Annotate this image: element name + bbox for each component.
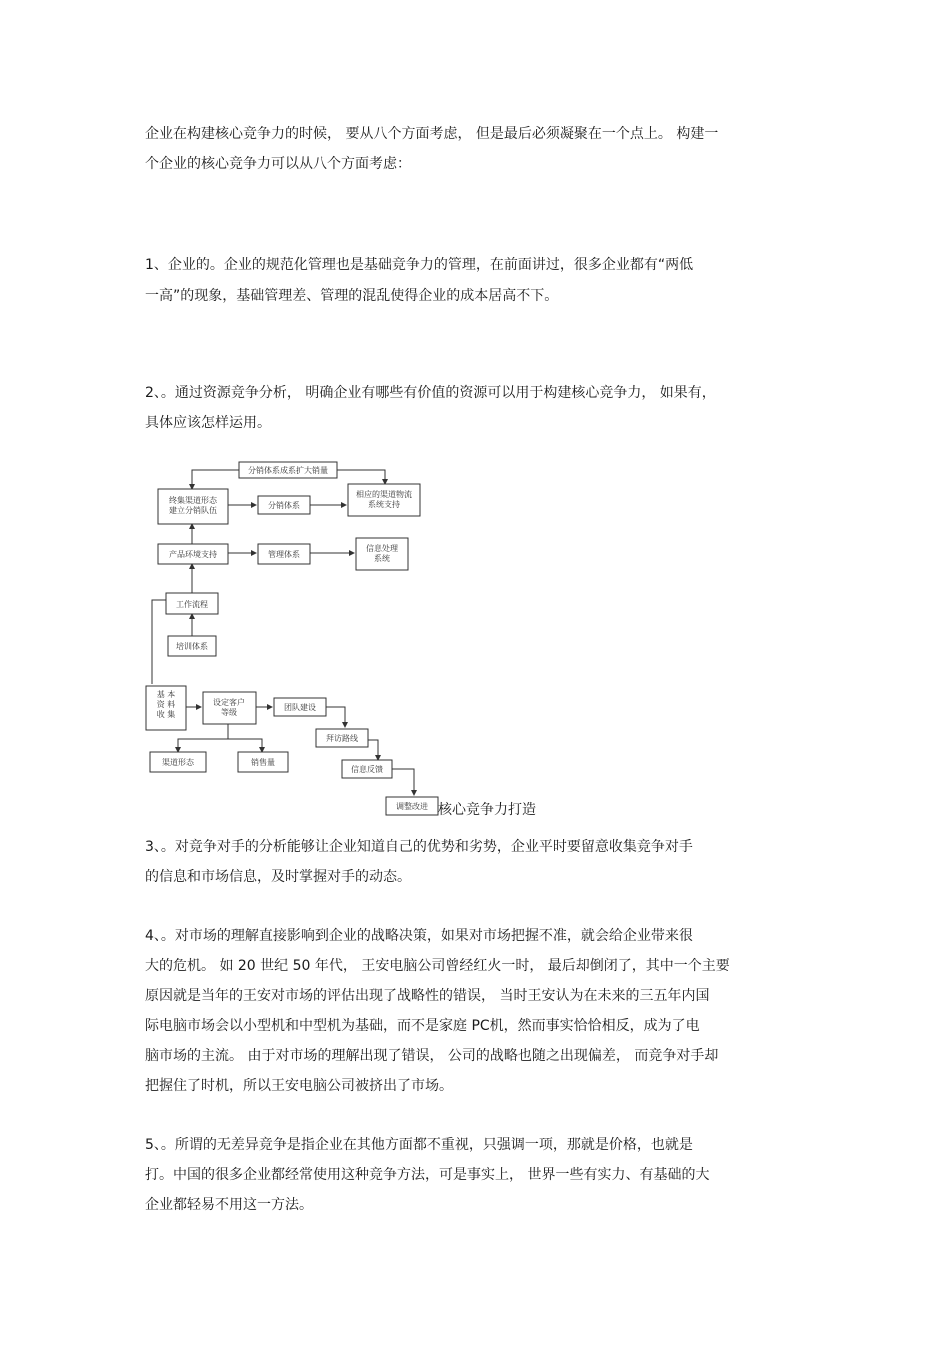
section-5-line-1: 5、。所谓的无差异竞争是指企业在其他方面都不重视，只强调一项，那就是价格，也就是	[145, 1137, 693, 1153]
connector-visit-info	[368, 740, 378, 760]
label-line: 系统支持	[368, 500, 400, 509]
section-4-line-3: 原因就是当年的王安对市场的评估出现了战略性的错误， 当时王安认为在未来的三五年内国	[145, 988, 710, 1004]
section-2-line-2: 具体应该怎样运用。	[145, 415, 271, 431]
section-4-line-1: 4、。对市场的理解直接影响到企业的战略决策，如果对市场把握不准，就会给企业带来很	[145, 928, 693, 944]
connector-top-right	[337, 470, 385, 484]
label-line: 设定客户	[213, 698, 245, 707]
section-5-line-3: 企业都轻易不用这一方法。	[145, 1197, 313, 1213]
section-4-line-4: 际电脑市场会以小型机和中型机为基础，而不是家庭 PC机，然而事实恰恰相反，成为了电	[145, 1018, 700, 1034]
label-train: 培训体系	[176, 642, 208, 651]
label-line: 相应的渠道物流	[356, 490, 412, 499]
diagram-caption: 核心竞争力打造	[438, 802, 536, 818]
label-adjust: 调整改进	[396, 802, 428, 811]
connector-info-adjust	[392, 769, 414, 795]
section-5-line-2: 打。中国的很多企业都经常使用这种竞争方法，可是事实上， 世界一些有实力、有基础的大	[145, 1167, 710, 1183]
label-line: 终集渠道形态	[169, 496, 217, 505]
section-3-line-1: 3、。对竞争对手的分析能够让企业知道自己的优势和劣势，企业平时要留意收集竞争对手	[145, 839, 693, 855]
label-line: 资 料	[156, 700, 176, 709]
connector-team-visit	[326, 707, 345, 727]
connector-top-left	[192, 470, 239, 489]
label-work: 工作流程	[176, 600, 208, 609]
intro-line-1: 企业在构建核心竞争力的时候， 要从八个方面考虑， 但是最后必须凝聚在一个点上。 构建一	[145, 126, 719, 142]
label-mid1: 分销体系	[268, 501, 300, 510]
label-channel: 渠道形态	[162, 758, 194, 767]
label-line: 等级	[221, 708, 237, 717]
label-basic	[157, 689, 176, 719]
label-visit: 拜访路线	[326, 734, 358, 743]
section-4-line-6: 把握住了时机，所以王安电脑公司被挤出了市场。	[145, 1078, 453, 1094]
label-left2: 产品环境支持	[169, 550, 217, 559]
label-team: 团队建设	[284, 703, 316, 712]
section-2-line-1: 2、。通过资源竞争分析， 明确企业有哪些有价值的资源可以用于构建核心竞争力， 如果有，	[145, 385, 716, 401]
section-1-line-2: 一高”的现象，基础管理差、管理的混乱使得企业的成本居高不下。	[145, 288, 559, 304]
label-top: 分销体系成系扩大销量	[248, 466, 328, 475]
label-line: 收 集	[156, 710, 176, 719]
label-line: 建立分销队伍	[169, 506, 217, 515]
section-3-line-2: 的信息和市场信息，及时掌握对手的动态。	[145, 869, 411, 885]
label-line: 信息处理	[366, 544, 398, 553]
label-line: 系统	[374, 554, 390, 563]
section-1-line-1: 1、企业的。企业的规范化管理也是基础竞争力的管理，在前面讲过，很多企业都有“两低	[145, 257, 694, 273]
label-line: 基 本	[156, 690, 176, 699]
label-info: 信息反馈	[351, 765, 383, 774]
connector-work-basic	[152, 600, 166, 684]
connector-client-sales	[228, 739, 262, 752]
intro-line-2: 个企业的核心竞争力可以从八个方面考虑：	[145, 156, 411, 172]
label-sales: 销售量	[251, 758, 275, 767]
section-4-line-5: 脑市场的主流。 由于对市场的理解出现了错误， 公司的战略也随之出现偏差， 而竞争对手却	[145, 1048, 719, 1064]
section-4-line-2: 大的危机。 如 20 世纪 50 年代， 王安电脑公司曾经红火一时， 最后却倒闭了，其中一个主要	[145, 958, 730, 974]
label-mid2: 管理体系	[268, 550, 300, 559]
